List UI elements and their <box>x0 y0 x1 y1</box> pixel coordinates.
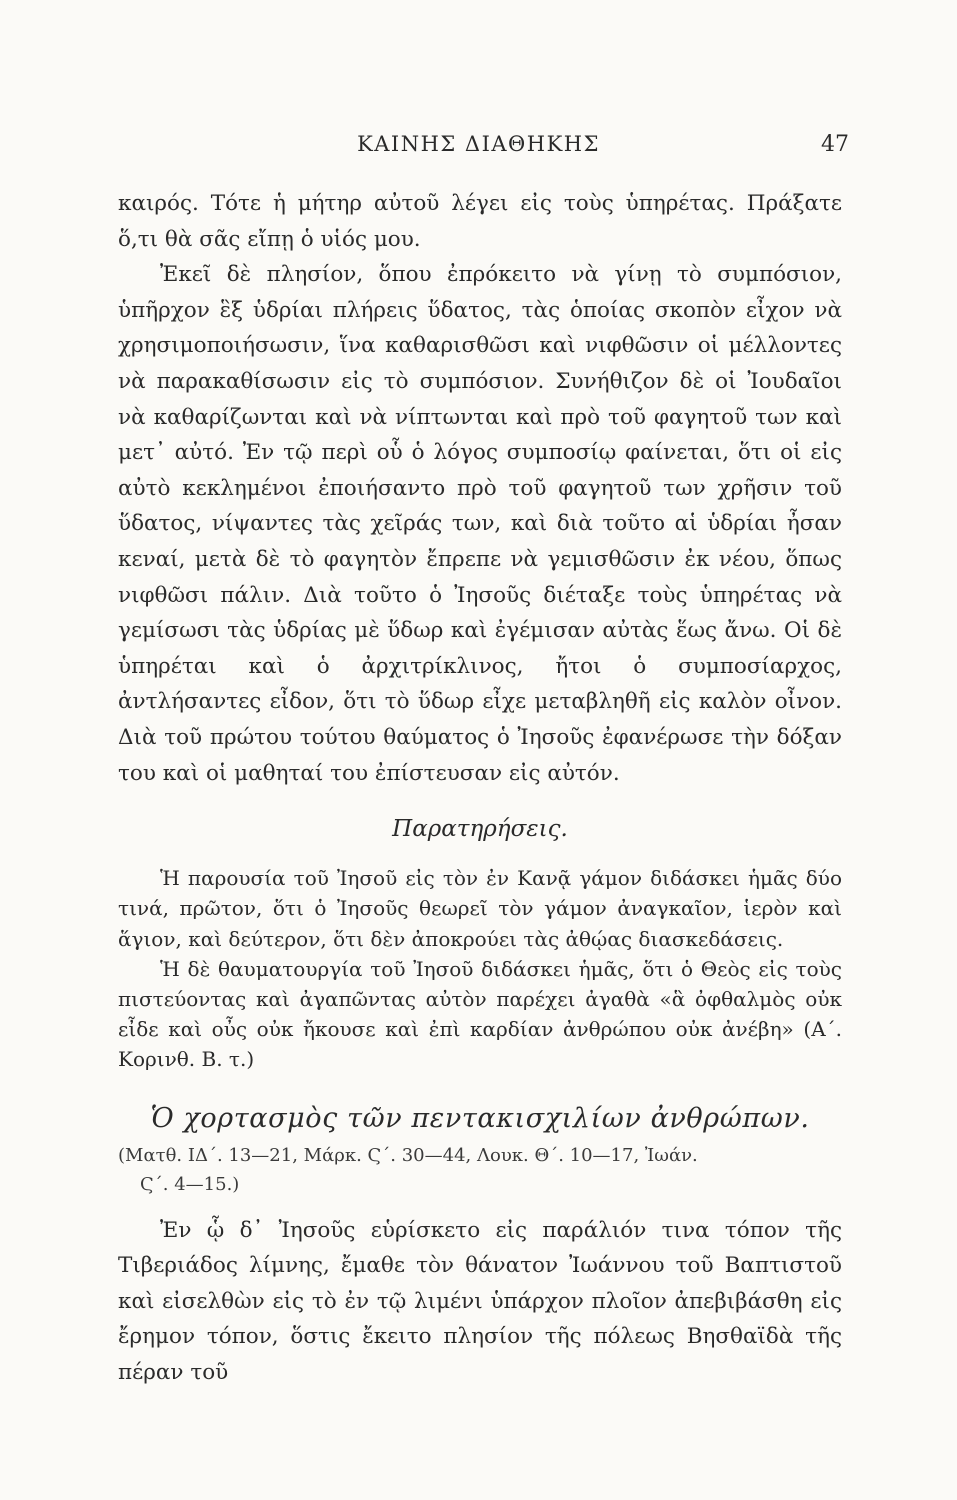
paragraph-main: Ἐκεῖ δὲ πλησίον, ὅπου ἐπρόκειτο νὰ γίνῃ τὸ συμπόσιον, ὑπῆρχον ἓξ ὑδρίαι πλήρεις ὕδατος, τὰς ὁποίας σκοπὸν εἶχον νὰ χρησιμοποιήσωσιν, ἵνα καθαρισθῶσι καὶ νιφθῶσιν οἱ μέλλοντες νὰ παρακαθίσωσιν εἰς τὸ συμπόσιον. Συνήθιζον δὲ οἱ Ἰουδαῖοι νὰ καθαρίζωνται καὶ νὰ νίπτωνται καὶ πρὸ τοῦ φαγητοῦ των καὶ μετ᾽ αὐτό. Ἐν τῷ περὶ οὗ ὁ λόγος συμποσίῳ φαίνεται, ὅτι οἱ εἰς αὐτὸ κεκλημένοι ἐποιήσαντο πρὸ τοῦ φαγητοῦ των χρῆσιν τοῦ ὕδατος, νίψαντες τὰς χεῖράς των, καὶ διὰ τοῦτο αἱ ὑδρίαι ἦσαν κεναί, μετὰ δὲ τὸ φαγητὸν ἔπρεπε νὰ γεμισθῶσιν ἐκ νέου, ὅπως νιφθῶσι πάλιν. Διὰ τοῦτο ὁ Ἰησοῦς διέταξε τοὺς ὑπηρέτας νὰ γεμίσωσι τὰς ὑδρίας μὲ ὕδωρ καὶ ἐγέμισαν αὐτὰς ἕως ἄνω. Οἱ δὲ ὑπηρέται καὶ ὁ ἀρχιτρίκλινος, ἤτοι ὁ συμποσίαρχος, ἀντλήσαντες εἶδον, ὅτι τὸ ὕδωρ εἶχε μεταβληθῆ εἰς καλὸν οἶνον. Διὰ τοῦ πρώτου τούτου θαύματος ὁ Ἰησοῦς ἐφανέρωσε τὴν δόξαν του καὶ οἱ μαθηταί του ἐπίστευσαν εἰς αὐτόν. <box>118 262 842 786</box>
scripture-references <box>118 1141 842 1199</box>
running-header <box>0 128 957 164</box>
references-line: (Ματθ. ΙΔ´. 13—21, Μάρκ. Ϛ´. 30—44, Λουκ. Θ´. 10—17, Ἰωάν. <box>118 1144 698 1166</box>
observations-section <box>118 813 842 1074</box>
observation-paragraph: Ἡ παρουσία τοῦ Ἰησοῦ εἰς τὸν ἐν Κανᾷ γάμον διδάσκει ἡμᾶς δύο τινά, πρῶτον, ὅτι ὁ Ἰησοῦς θεωρεῖ τὸν γάμον ἀναγκαῖον, ἱερὸν καὶ ἅγιον, καὶ δεύτερον, ὅτι δὲν ἀποκρούει τὰς ἀθῴας διασκεδάσεις. <box>118 866 842 951</box>
page-body <box>118 186 842 1390</box>
page-number: 47 <box>821 132 849 157</box>
running-title: ΚΑΙΝΗΣ ΔΙΑΘΗΚΗΣ <box>357 132 600 156</box>
paragraph-next-section: Ἐν ᾧ δ᾽ Ἰησοῦς εὑρίσκετο εἰς παράλιόν τινα τόπον τῆς Τιβεριάδος λίμνης, ἔμαθε τὸν θάνατον Ἰωάννου τοῦ Βαπτιστοῦ καὶ εἰσελθὼν εἰς τὸ ἐν τῷ λιμένι ὑπάρχον πλοῖον ἀπεβιβάσθη εἰς ἔρημον τόπον, ὅστις ἔκειτο πλησίον τῆς πόλεως Βησθαϊδὰ τῆς πέραν τοῦ <box>118 1217 842 1385</box>
section-title: Ὁ χορτασμὸς τῶν πεντακισχιλίων ἀνθρώπων. <box>150 1102 810 1134</box>
observations-heading: Παρατηρήσεις. <box>392 816 568 843</box>
references-line: Ϛ´. 4—15.) <box>140 1173 240 1195</box>
paragraph-continuation: καιρός. Τότε ἡ μήτηρ αὐτοῦ λέγει εἰς τοὺς ὑπηρέτας. Πράξατε ὅ,τι θὰ σᾶς εἴπῃ ὁ υἱός μου. <box>118 191 842 252</box>
observation-paragraph: Ἡ δὲ θαυματουργία τοῦ Ἰησοῦ διδάσκει ἡμᾶς, ὅτι ὁ Θεὸς εἰς τοὺς πιστεύοντας καὶ ἀγαπῶντας αὐτὸν παρέχει ἀγαθὰ «ἃ ὀφθαλμὸς οὐκ εἶδε καὶ οὖς οὐκ ἤκουσε καὶ ἐπὶ καρδίαν ἀνθρώπου οὐκ ἀνέβη» (Α´. Κορινθ. Β. τ.) <box>118 956 842 1072</box>
